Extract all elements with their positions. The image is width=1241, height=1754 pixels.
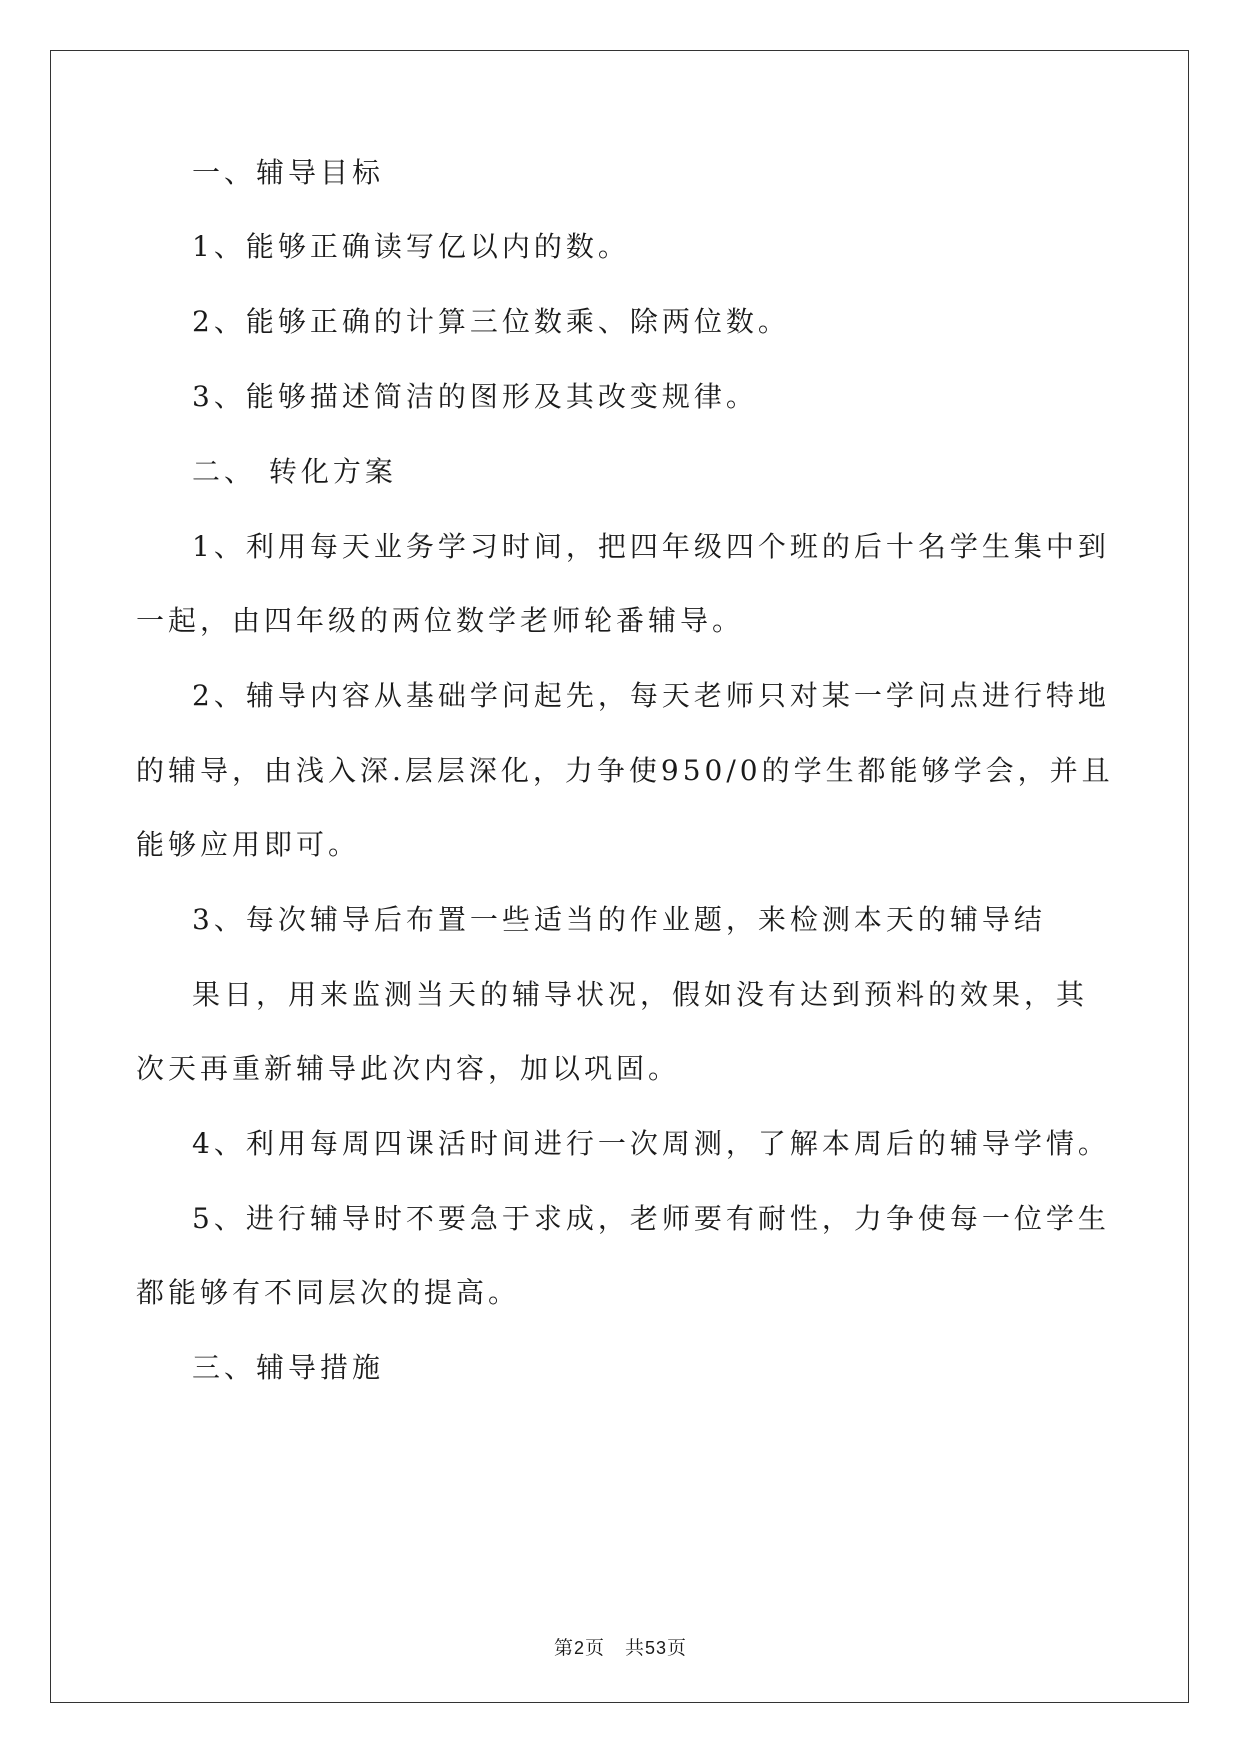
paragraph-line: 果日，用来监测当天的辅导状况，假如没有达到预料的效果，其 xyxy=(192,978,1089,1011)
page-frame xyxy=(50,50,1189,1703)
paragraph-line: 都能够有不同层次的提高。 xyxy=(136,1276,521,1309)
paragraph-line: 2、辅导内容从基础学问起先，每天老师只对某一学问点进行特地 xyxy=(192,679,1110,712)
footer-middle: 页 共 xyxy=(584,1638,645,1659)
heading-2: 二、 转化方案 xyxy=(192,455,397,488)
paragraph-line: 次天再重新辅导此次内容，加以巩固。 xyxy=(136,1052,681,1085)
paragraph-line: 3、能够描述简洁的图形及其改变规律。 xyxy=(192,380,758,413)
footer-suffix: 页 xyxy=(667,1638,688,1659)
paragraph-line: 5、进行辅导时不要急于求成，老师要有耐性，力争使每一位学生 xyxy=(192,1202,1110,1235)
paragraph-line: 一起，由四年级的两位数学老师轮番辅导。 xyxy=(136,604,745,637)
paragraph-line: 2、能够正确的计算三位数乘、除两位数。 xyxy=(192,305,790,338)
paragraph-line: 1、能够正确读写亿以内的数。 xyxy=(192,230,630,263)
page-footer xyxy=(0,1633,1241,1660)
paragraph-line: 4、利用每周四课活时间进行一次周测，了解本周后的辅导学情。 xyxy=(192,1127,1110,1160)
footer-total-pages: 53 xyxy=(645,1638,668,1658)
footer-prefix: 第 xyxy=(553,1638,574,1659)
paragraph-line: 1、利用每天业务学习时间，把四年级四个班的后十名学生集中到 xyxy=(192,530,1110,563)
heading-1: 一、辅导目标 xyxy=(192,156,385,189)
paragraph-line: 能够应用即可。 xyxy=(136,828,361,861)
paragraph-line: 的辅导，由浅入深.层层深化，力争使950/0的学生都能够学会，并且 xyxy=(136,754,1114,787)
heading-3: 三、辅导措施 xyxy=(192,1351,385,1384)
footer-current-page: 2 xyxy=(573,1638,585,1658)
paragraph-line: 3、每次辅导后布置一些适当的作业题，来检测本天的辅导结 xyxy=(192,903,1046,936)
